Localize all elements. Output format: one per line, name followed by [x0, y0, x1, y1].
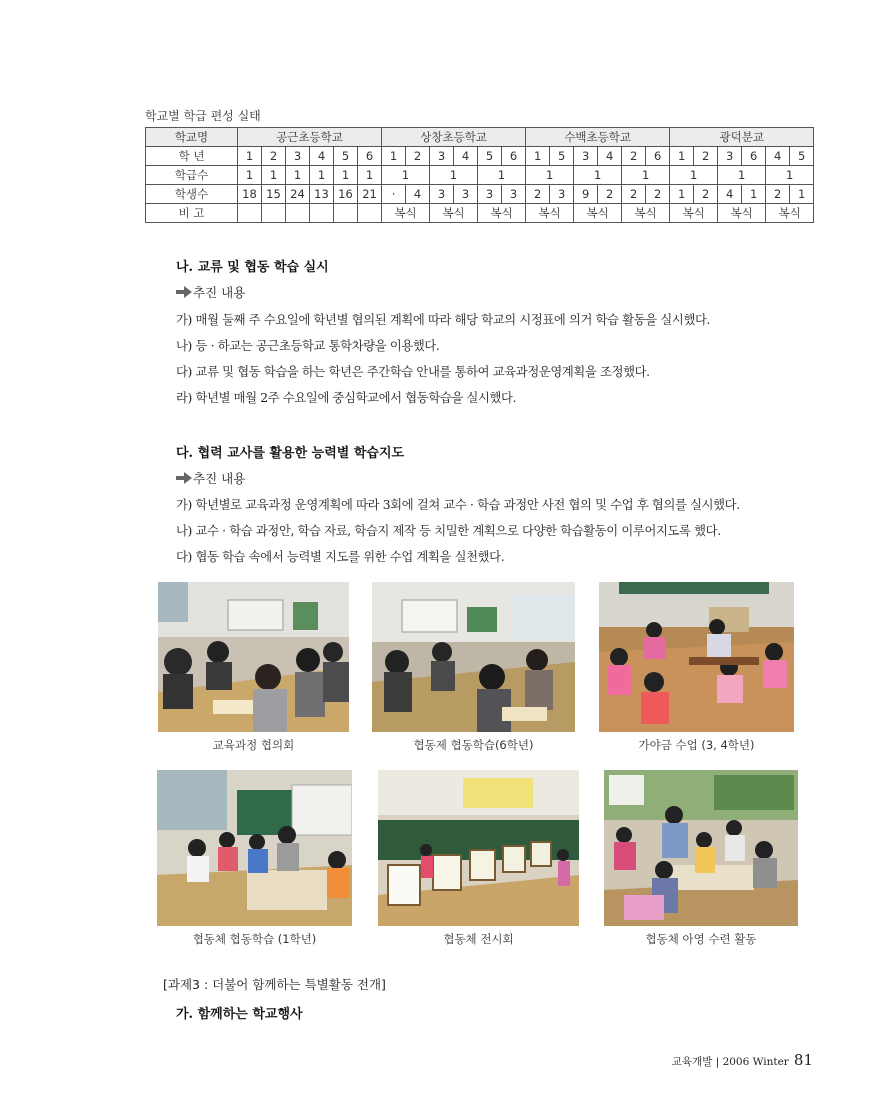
table-cell: 4 [718, 185, 742, 204]
table-cell: 3 [430, 185, 454, 204]
table-cell [262, 204, 286, 223]
table-cell: 1 [382, 166, 430, 185]
page-footer [672, 1050, 813, 1069]
table-cell: 5 [790, 147, 814, 166]
header-cell-school: 공근초등학교 [238, 128, 382, 147]
table-cell: 1 [238, 147, 262, 166]
table-cell: 2 [262, 147, 286, 166]
header-cell-school: 광덕분교 [670, 128, 814, 147]
table-cell: 1 [478, 166, 526, 185]
photo-exhibition [378, 770, 579, 926]
table-cell: 9 [574, 185, 598, 204]
table-cell: 21 [358, 185, 382, 204]
table-cell: 1 [718, 166, 766, 185]
photo-collaborative-learning-6th [372, 582, 575, 732]
class-composition-table [145, 127, 814, 223]
table-cell: 1 [526, 147, 550, 166]
sub-heading-label: 추진 내용 [193, 285, 246, 300]
photo-caption: 협동제 협동학습(6학년) [413, 738, 534, 752]
photo-caption: 교육과정 협의회 [212, 738, 295, 752]
table-cell [358, 204, 382, 223]
table-cell: 6 [502, 147, 526, 166]
table-cell: 4 [454, 147, 478, 166]
sub-heading [176, 469, 245, 487]
table-cell: 1 [382, 147, 406, 166]
page-number: 81 [793, 1051, 813, 1069]
photo-caption: 협동체 아영 수련 활동 [645, 932, 757, 946]
table-cell: 복식 [622, 204, 670, 223]
section-heading: 가. 함께하는 학교행사 [176, 1007, 303, 1022]
table-cell: 2 [622, 185, 646, 204]
table-cell: 복식 [718, 204, 766, 223]
table-cell: 2 [526, 185, 550, 204]
section-heading: 나. 교류 및 협동 학습 실시 [176, 260, 329, 275]
table-cell: 15 [262, 185, 286, 204]
table-cell: 1 [526, 166, 574, 185]
table-cell: 2 [622, 147, 646, 166]
table-cell: 4 [766, 147, 790, 166]
photo-gayageum-class [599, 582, 794, 732]
table-cell: 1 [262, 166, 286, 185]
table-cell: 3 [286, 147, 310, 166]
table-cell: 1 [334, 166, 358, 185]
photo-collaborative-learning-1st [157, 770, 352, 926]
table-cell: 3 [430, 147, 454, 166]
table-row-students [146, 185, 814, 204]
list-item: 다) 협동 학습 속에서 능력별 지도를 위한 수업 계획을 실천했다. [176, 550, 505, 564]
table-cell: 2 [406, 147, 430, 166]
table-cell: 24 [286, 185, 310, 204]
table-row-classes [146, 166, 814, 185]
header-cell-school: 상창초등학교 [382, 128, 526, 147]
table-cell: 4 [406, 185, 430, 204]
table-cell [238, 204, 262, 223]
photo-caption: 협동체 전시회 [443, 932, 514, 946]
table-cell: 1 [574, 166, 622, 185]
table-cell: 1 [670, 185, 694, 204]
table-cell: 1 [286, 166, 310, 185]
arrow-right-icon [176, 286, 192, 298]
list-item: 가) 학년별로 교육과정 운영계획에 따라 3회에 걸쳐 교수 · 학습 과정안 사전 협의 및 수업 후 협의를 실시했다. [176, 498, 740, 512]
table-cell [310, 204, 334, 223]
list-item: 나) 등 · 하교는 공근초등학교 통학차량을 이용했다. [176, 339, 440, 353]
table-cell: 1 [310, 166, 334, 185]
table-cell: 5 [550, 147, 574, 166]
table-cell: 6 [646, 147, 670, 166]
row-label: 비 고 [146, 204, 238, 223]
table-cell: 복식 [670, 204, 718, 223]
list-item: 다) 교류 및 협동 학습을 하는 학년은 주간학습 안내를 통하여 교육과정운영계획을 조정했다. [176, 365, 650, 379]
table-cell: 4 [310, 147, 334, 166]
table-title: 학교별 학급 편성 실태 [145, 109, 261, 123]
header-cell-school: 수백초등학교 [526, 128, 670, 147]
table-cell: 2 [646, 185, 670, 204]
table-cell [286, 204, 310, 223]
table-cell: 13 [310, 185, 334, 204]
table-cell [334, 204, 358, 223]
table-cell: 6 [742, 147, 766, 166]
sub-heading [176, 283, 245, 301]
table-cell: 3 [454, 185, 478, 204]
table-cell: 복식 [766, 204, 814, 223]
row-label: 학생수 [146, 185, 238, 204]
table-cell: 3 [502, 185, 526, 204]
table-cell: 18 [238, 185, 262, 204]
table-cell: 1 [670, 147, 694, 166]
table-cell: 복식 [526, 204, 574, 223]
table-cell: 5 [478, 147, 502, 166]
table-row-remarks [146, 204, 814, 223]
section-heading: 다. 협력 교사를 활용한 능력별 학습지도 [176, 446, 405, 461]
table-cell: · [382, 185, 406, 204]
photo-curriculum-meeting [158, 582, 349, 732]
table-cell: 3 [550, 185, 574, 204]
table-cell: 6 [358, 147, 382, 166]
header-cell-school-name: 학교명 [146, 128, 238, 147]
photo-caption: 협동체 협동학습 (1학년) [192, 932, 317, 946]
table-cell: 복식 [382, 204, 430, 223]
sub-heading-label: 추진 내용 [193, 471, 246, 486]
list-item: 나) 교수 · 학습 과정안, 학습 자료, 학습지 제작 등 치밀한 계획으로 다양한 학습활동이 이루어지도록 했다. [176, 524, 721, 538]
table-cell: 3 [478, 185, 502, 204]
table-cell: 1 [622, 166, 670, 185]
list-item: 라) 학년별 매월 2주 수요일에 중심학교에서 협동학습을 실시했다. [176, 391, 517, 405]
table-cell: 16 [334, 185, 358, 204]
table-cell: 2 [598, 185, 622, 204]
table-header-row [146, 128, 814, 147]
table-cell: 1 [358, 166, 382, 185]
table-cell: 복식 [430, 204, 478, 223]
table-cell: 1 [742, 185, 766, 204]
table-cell: 4 [598, 147, 622, 166]
photo-night-training [604, 770, 798, 926]
table-cell: 5 [334, 147, 358, 166]
table-row-grade [146, 147, 814, 166]
table-cell: 1 [790, 185, 814, 204]
table-cell: 1 [238, 166, 262, 185]
table-cell: 1 [670, 166, 718, 185]
table-cell: 복식 [478, 204, 526, 223]
magazine-name: 교육개발 | 2006 Winter [671, 1056, 789, 1068]
row-label: 학급수 [146, 166, 238, 185]
list-item: 가) 매월 둘째 주 수요일에 학년별 협의된 계획에 따라 해당 학교의 시정표에 의거 학습 활동을 실시했다. [176, 313, 711, 327]
task-heading: [과제3 : 더불어 함께하는 특별활동 전개] [163, 977, 386, 992]
table-cell: 1 [766, 166, 814, 185]
table-cell: 1 [430, 166, 478, 185]
arrow-right-icon [176, 472, 192, 484]
table-cell: 2 [766, 185, 790, 204]
table-cell: 3 [574, 147, 598, 166]
row-label: 학 년 [146, 147, 238, 166]
table-cell: 2 [694, 147, 718, 166]
photo-caption: 가야금 수업 (3, 4학년) [638, 738, 755, 752]
table-cell: 2 [694, 185, 718, 204]
table-cell: 복식 [574, 204, 622, 223]
table-cell: 3 [718, 147, 742, 166]
